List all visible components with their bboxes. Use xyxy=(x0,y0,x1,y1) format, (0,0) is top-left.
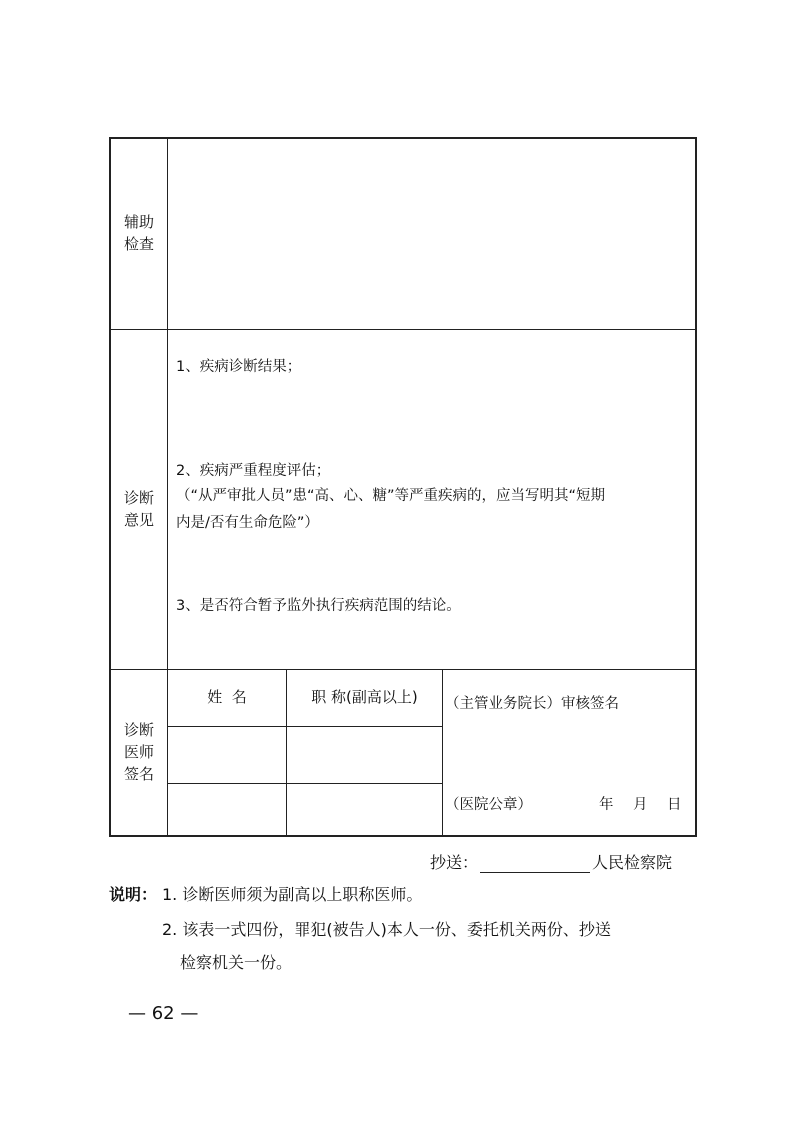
diagnosis-label-line1: 诊断 xyxy=(123,489,154,507)
diagnosis-item-3: 3、是否符合暂予监外执行疾病范围的结论。 xyxy=(176,598,461,614)
signature-label-line3: 签名 xyxy=(123,765,154,783)
form-table xyxy=(109,137,697,837)
diagnosis-item-2-note-1: （“从严审批人员”患“高、心、糖”等严重疾病的，应当写明其“短期 xyxy=(176,488,606,504)
note-2-line-2: 检察机关一份。 xyxy=(180,953,293,972)
signature-label-line1: 诊断 xyxy=(123,721,154,739)
diagnosis-item-2-note-2: 内是/否有生命危险”） xyxy=(176,515,319,531)
note-2-line-1: 2. 该表一式四份，罪犯(被告人)本人一份、委托机关两份、抄送 xyxy=(162,920,611,939)
row-divider-diagnosis xyxy=(111,669,697,670)
date-day: 日 xyxy=(667,797,682,813)
diagnosis-label xyxy=(111,487,167,531)
signature-label-line2: 医师 xyxy=(123,743,154,761)
notes-label: 说明： xyxy=(109,885,158,904)
diagnosis-item-1: 1、疾病诊断结果； xyxy=(176,359,302,375)
date-year: 年 xyxy=(599,797,614,813)
row-divider-sign-row xyxy=(167,783,442,784)
copy-to-label: 抄送： xyxy=(430,853,479,872)
sign-title-divider xyxy=(442,669,443,837)
aux-exam-label-line2: 检查 xyxy=(123,235,154,253)
diagnosis-item-2: 2、疾病严重程度评估； xyxy=(176,463,331,479)
aux-exam-label xyxy=(111,211,167,255)
col-header-title: 职 称(副高以上) xyxy=(311,688,418,706)
diagnosis-label-line2: 意见 xyxy=(123,511,154,529)
note-1: 1. 诊断医师须为副高以上职称医师。 xyxy=(162,885,423,904)
label-column-divider xyxy=(167,139,168,837)
aux-exam-label-line1: 辅助 xyxy=(123,213,154,231)
copy-to-suffix: 人民检察院 xyxy=(592,853,673,872)
row-divider-aux xyxy=(111,329,697,330)
hospital-seal: （医院公章） xyxy=(445,797,532,813)
copy-to-blank xyxy=(480,854,590,873)
col-header-name: 姓 名 xyxy=(207,688,247,706)
row-divider-sign-header xyxy=(167,726,442,727)
page-number: — 62 — xyxy=(128,1003,199,1024)
copy-to-line xyxy=(430,850,672,873)
review-signature: （主管业务院长）审核签名 xyxy=(445,696,619,712)
date-month: 月 xyxy=(633,797,648,813)
signature-label xyxy=(111,719,167,785)
